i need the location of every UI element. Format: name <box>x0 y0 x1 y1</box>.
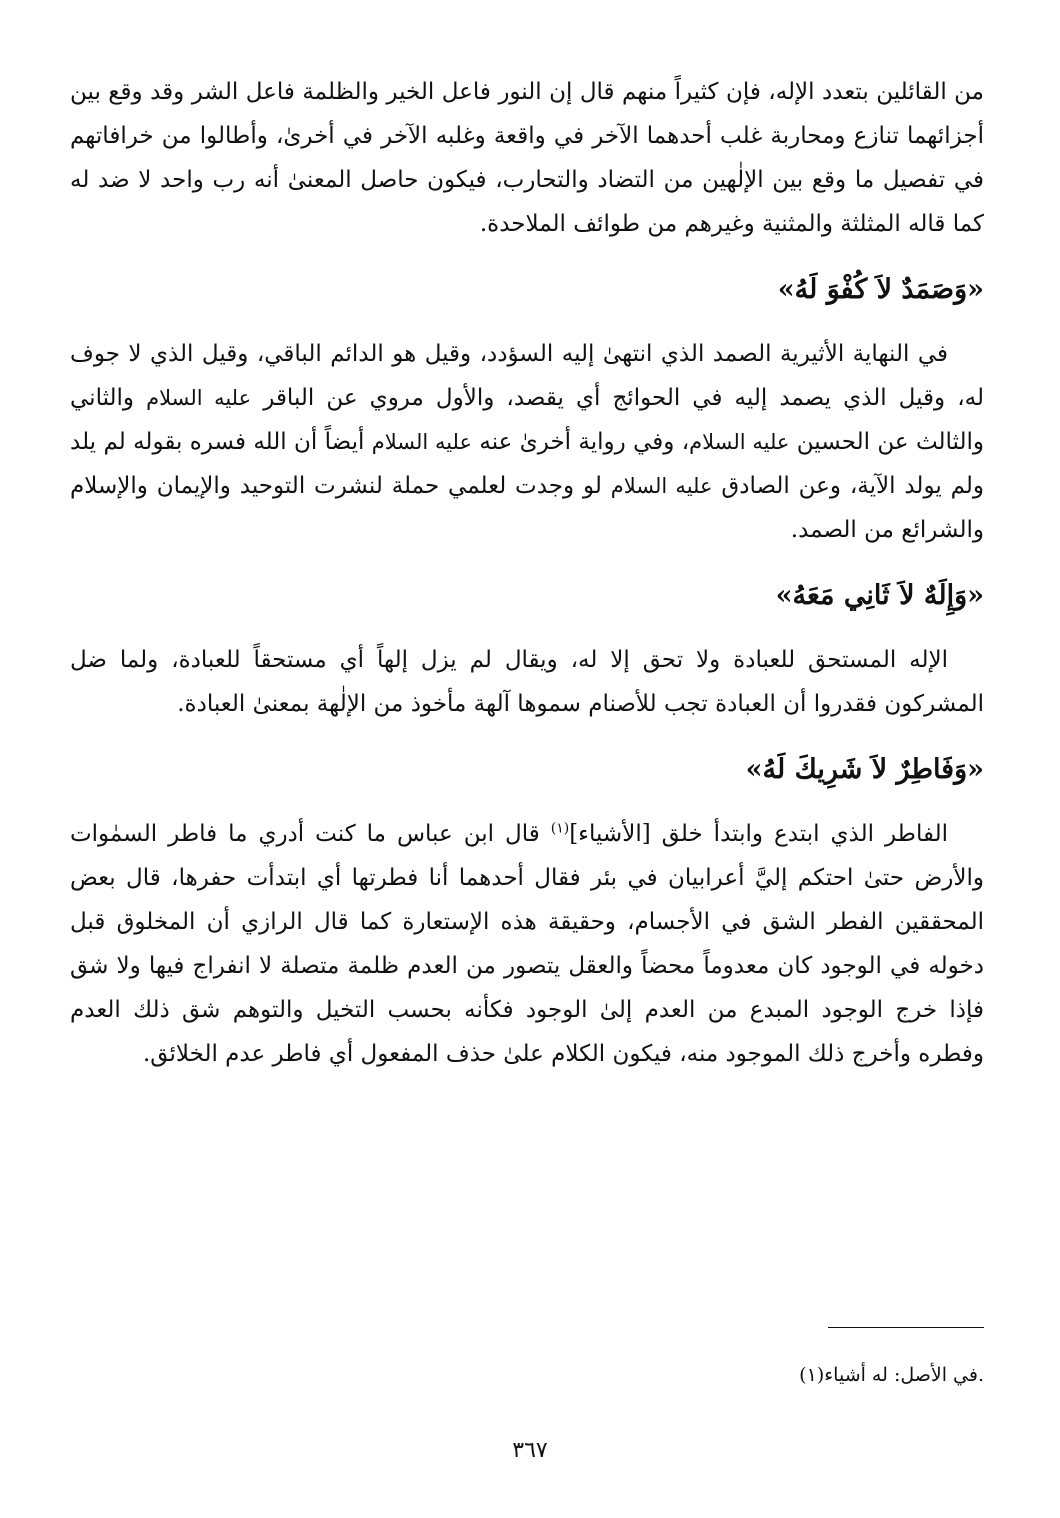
footnote-number: (١) <box>799 1364 825 1386</box>
footnote-reference[interactable]: (١) <box>550 820 570 837</box>
footnote-text: في الأصل: له أشياء. <box>824 1364 984 1386</box>
paragraph-2-part-a: في النهاية الأثيرية الصمد الذي انتهىٰ إليه السؤدد، وقيل هو الدائم الباقي، وقيل الذي لا جوف له، وقيل الذي يصمد إليه في الحوائج أي يقصد، والأول مروي عن الباقر <box>70 341 984 411</box>
paragraph-2-part-c: ، وفي رواية أخرىٰ عنه <box>479 429 690 455</box>
paragraph-2-part-b: والثاني والثالث عن الحسين <box>70 385 984 455</box>
salam-symbol: عليه السلام <box>146 386 252 410</box>
paragraph-2-part-d: أيضاً أن الله فسره بقوله لم يلد ولم يولد الآية، وعن الصادق <box>70 429 984 499</box>
page-number: ٣٦٧ <box>512 1438 548 1463</box>
salam-symbol: عليه السلام <box>689 430 790 454</box>
section-heading-samad: «وَصَمَدٌ لاَ كُفْوَ لَهُ» <box>777 274 984 305</box>
paragraph-2-part-e: لو وجدت لعلمي حملة لنشرت التوحيد والإيمان والإسلام والشرائع من الصمد. <box>70 473 984 543</box>
paragraph-1: من القائلين بتعدد الإله، فإن كثيراً منهم قال إن النور فاعل الخير والظلمة فاعل الشر وقد وقع بين أجزائهما تنازع ومحاربة غلب أحدهما الآخر في واقعة وغلبه الآخر في أخرىٰ، وأطالوا من خرافاتهم في تفصيل ما وقع بين الإلٰهين من التضاد والتحارب، فيكون حاصل المعنىٰ أنه رب واحد لا ضد له كما قاله المثلثة والمثنية وغيرهم من طوائف الملاحدة. <box>70 79 984 237</box>
footnote-divider <box>828 1327 984 1328</box>
section-heading-fatir: «وَفَاطِرٌ لاَ شَرِيكَ لَهُ» <box>745 754 984 785</box>
salam-symbol: عليه السلام <box>371 430 473 454</box>
paragraph-2 <box>70 332 984 552</box>
footnote <box>783 1360 984 1390</box>
paragraph-4 <box>70 812 984 1076</box>
paragraph-4-part-b: قال ابن عباس ما كنت أدري ما فاطر السمٰوات والأرض حتىٰ احتكم إليَّ أعرابيان في بئر فقال أحدهما أنا فطرتها أي ابتدأت حفرها، قال بعض المحققين الفطر الشق في الأجسام، وحقيقة هذه الإستعارة كما قال الرازي أن المخلوق قبل دخوله في الوجود كان معدوماً محضاً والعقل يتصور من العدم ظلمة متصلة لا انفراج فيها ولا شق فإذا خرج الوجود المبدع من العدم إلىٰ الوجود فكأنه بحسب التخيل والتوهم شق ذلك العدم وفطره وأخرج ذلك الموجود منه، فيكون الكلام علىٰ حذف المفعول أي فاطر عدم الخلائق. <box>70 821 984 1067</box>
paragraph-3: الإله المستحق للعبادة ولا تحق إلا له، ويقال لم يزل إلهاً أي مستحقاً للعبادة، ولما ضل المشركون فقدروا أن العبادة تجب للأصنام سموها آلهة مأخوذ من الإلٰهة بمعنىٰ العبادة. <box>70 647 984 717</box>
paragraph-4-part-a: الفاطر الذي ابتدع وابتدأ خلق [الأشياء] <box>569 821 948 847</box>
salam-symbol: عليه السلام <box>610 474 713 498</box>
section-heading-ilah: «وَإِلَهٌ لاَ ثَانِي مَعَهُ» <box>775 580 984 611</box>
